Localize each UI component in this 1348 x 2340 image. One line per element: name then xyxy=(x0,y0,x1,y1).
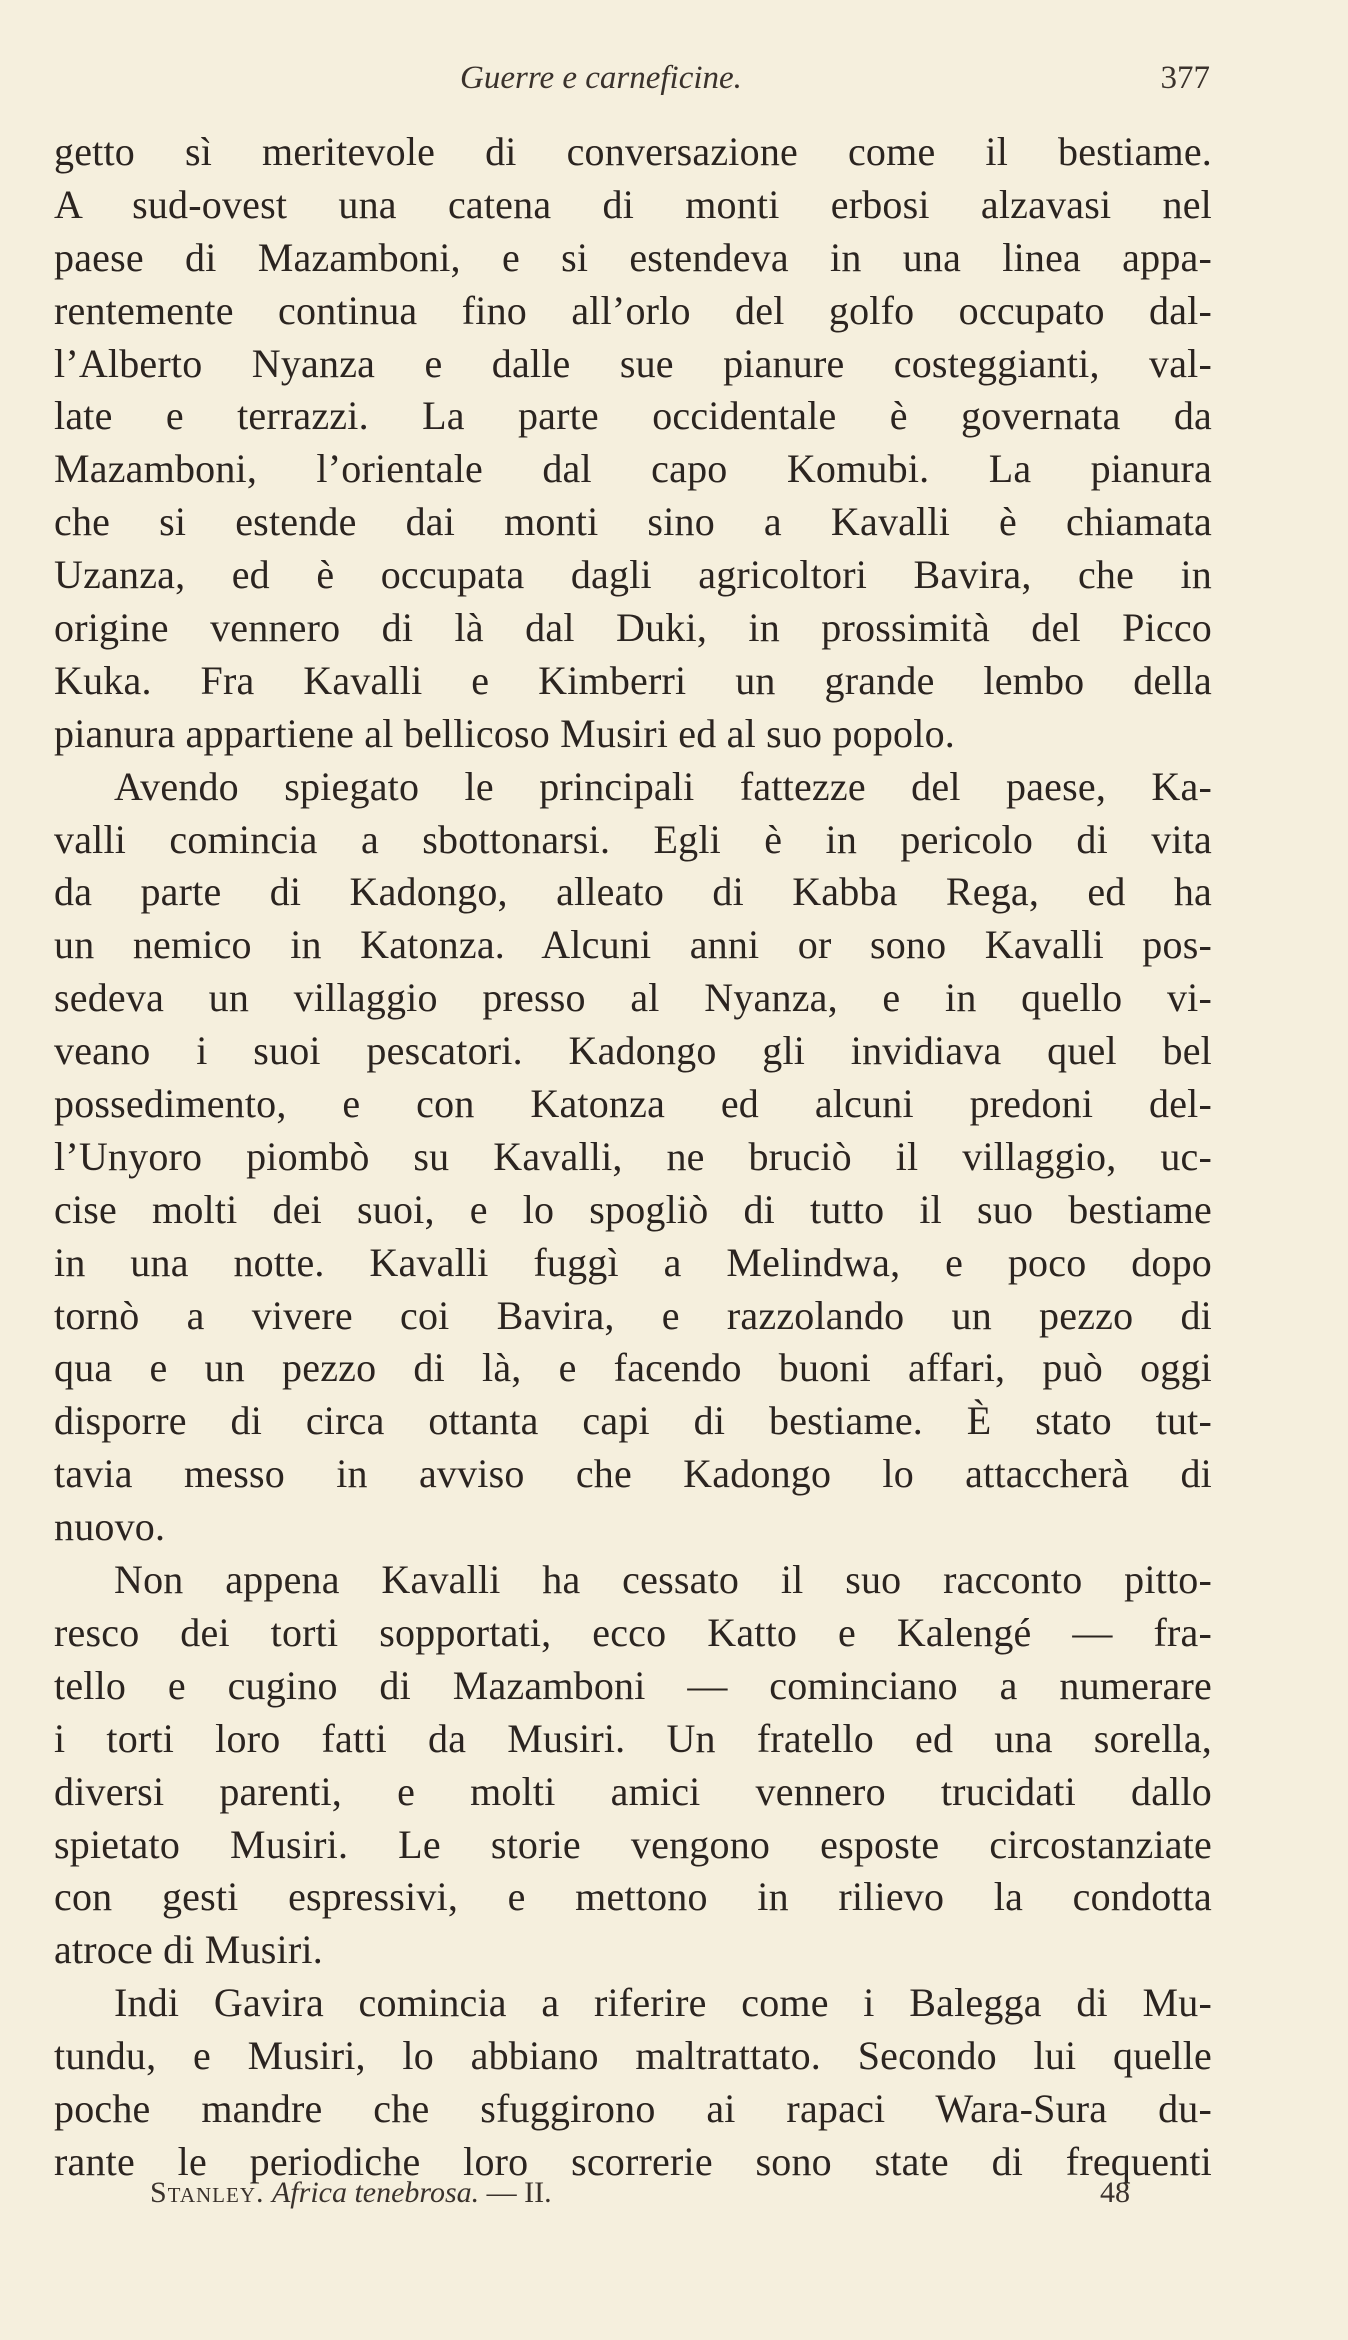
text-line: tundu, e Musiri, lo abbiano maltrattato. Secondo lui quelle xyxy=(54,2033,1212,2079)
text-line: con gesti espressivi, e mettono in rilievo la condotta xyxy=(54,1874,1212,1920)
text-line: paese di Mazamboni, e si estendeva in una linea appa- xyxy=(54,234,1212,280)
text-line: diversi parenti, e molti amici vennero trucidati dallo xyxy=(54,1768,1212,1814)
text-line: poche mandre che sfuggirono ai rapaci Wara-Sura du- xyxy=(54,2085,1212,2131)
footer-author: Stanley. xyxy=(150,2176,265,2209)
footer-citation xyxy=(150,2176,552,2210)
footer-volume: — II. xyxy=(486,2176,552,2209)
text-line: qua e un pezzo di là, e facendo buoni affari, può oggi xyxy=(54,1345,1212,1391)
text-line: possedimento, e con Katonza ed alcuni predoni del- xyxy=(54,1081,1212,1127)
text-line: Indi Gavira comincia a riferire come i Balegga di Mu- xyxy=(114,1980,1212,2026)
footer-title: Africa tenebrosa. xyxy=(271,2176,480,2209)
text-line: atroce di Musiri. xyxy=(54,1927,323,1973)
body-text xyxy=(54,126,1212,2189)
text-line: che si estende dai monti sino a Kavalli è chiamata xyxy=(54,499,1212,545)
text-line: Mazamboni, l’orientale dal capo Komubi. La pianura xyxy=(54,446,1212,492)
text-line: sedeva un villaggio presso al Nyanza, e in quello vi- xyxy=(54,975,1212,1021)
text-line: tornò a vivere coi Bavira, e razzolando un pezzo di xyxy=(54,1292,1212,1338)
page-footer xyxy=(150,2176,1130,2216)
text-line: origine vennero di là dal Duki, in prossimità del Picco xyxy=(54,605,1212,651)
text-line: un nemico in Katonza. Alcuni anni or sono Kavalli pos- xyxy=(54,922,1212,968)
text-line: tavia messo in avviso che Kadongo lo attaccherà di xyxy=(54,1451,1212,1497)
text-line: late e terrazzi. La parte occidentale è governata da xyxy=(54,393,1212,439)
text-line: rentemente continua fino all’orlo del golfo occupato dal- xyxy=(54,287,1212,333)
text-line: tello e cugino di Mazamboni — cominciano a numerare xyxy=(54,1662,1212,1708)
running-title: Guerre e carneficine. xyxy=(460,60,742,96)
text-line: resco dei torti sopportati, ecco Katto e Kalengé — fra- xyxy=(54,1609,1212,1655)
text-line: Avendo spiegato le principali fattezze del paese, Ka- xyxy=(114,763,1212,809)
text-line: getto sì meritevole di conversazione come il bestiame. xyxy=(54,129,1212,174)
text-line: valli comincia a sbottonarsi. Egli è in pericolo di vita xyxy=(54,816,1212,862)
text-line: da parte di Kadongo, alleato di Kabba Rega, ed ha xyxy=(54,869,1212,915)
text-line: veano i suoi pescatori. Kadongo gli invidiava quel bel xyxy=(54,1028,1212,1074)
page-number: 377 xyxy=(1160,60,1210,96)
text-line: in una notte. Kavalli fuggì a Melindwa, e poco dopo xyxy=(54,1239,1212,1285)
text-line: Kuka. Fra Kavalli e Kimberri un grande lembo della xyxy=(54,657,1212,703)
text-line: l’Alberto Nyanza e dalle sue pianure costeggianti, val- xyxy=(54,340,1212,386)
text-line: Uzanza, ed è occupata dagli agricoltori Bavira, che in xyxy=(54,552,1212,598)
signature-mark: 48 xyxy=(1100,2176,1130,2209)
text-line: pianura appartiene al bellicoso Musiri ed al suo popolo. xyxy=(54,710,955,756)
text-line: Non appena Kavalli ha cessato il suo racconto pitto- xyxy=(114,1557,1212,1603)
text-line: A sud-ovest una catena di monti erbosi alzavasi nel xyxy=(54,181,1212,227)
page-header xyxy=(460,60,1210,100)
text-line: disporre di circa ottanta capi di bestiame. È stato tut- xyxy=(54,1398,1212,1444)
text-line: spietato Musiri. Le storie vengono esposte circostanziate xyxy=(54,1821,1212,1867)
text-line: l’Unyoro piombò su Kavalli, ne bruciò il villaggio, uc- xyxy=(54,1133,1212,1179)
text-line: cise molti dei suoi, e lo spogliò di tutto il suo bestiame xyxy=(54,1186,1212,1232)
text-line: i torti loro fatti da Musiri. Un fratello ed una sorella, xyxy=(54,1715,1212,1761)
text-line: rante le periodiche loro scorrerie sono state di frequenti xyxy=(54,2138,1212,2184)
text-line: nuovo. xyxy=(54,1504,166,1550)
